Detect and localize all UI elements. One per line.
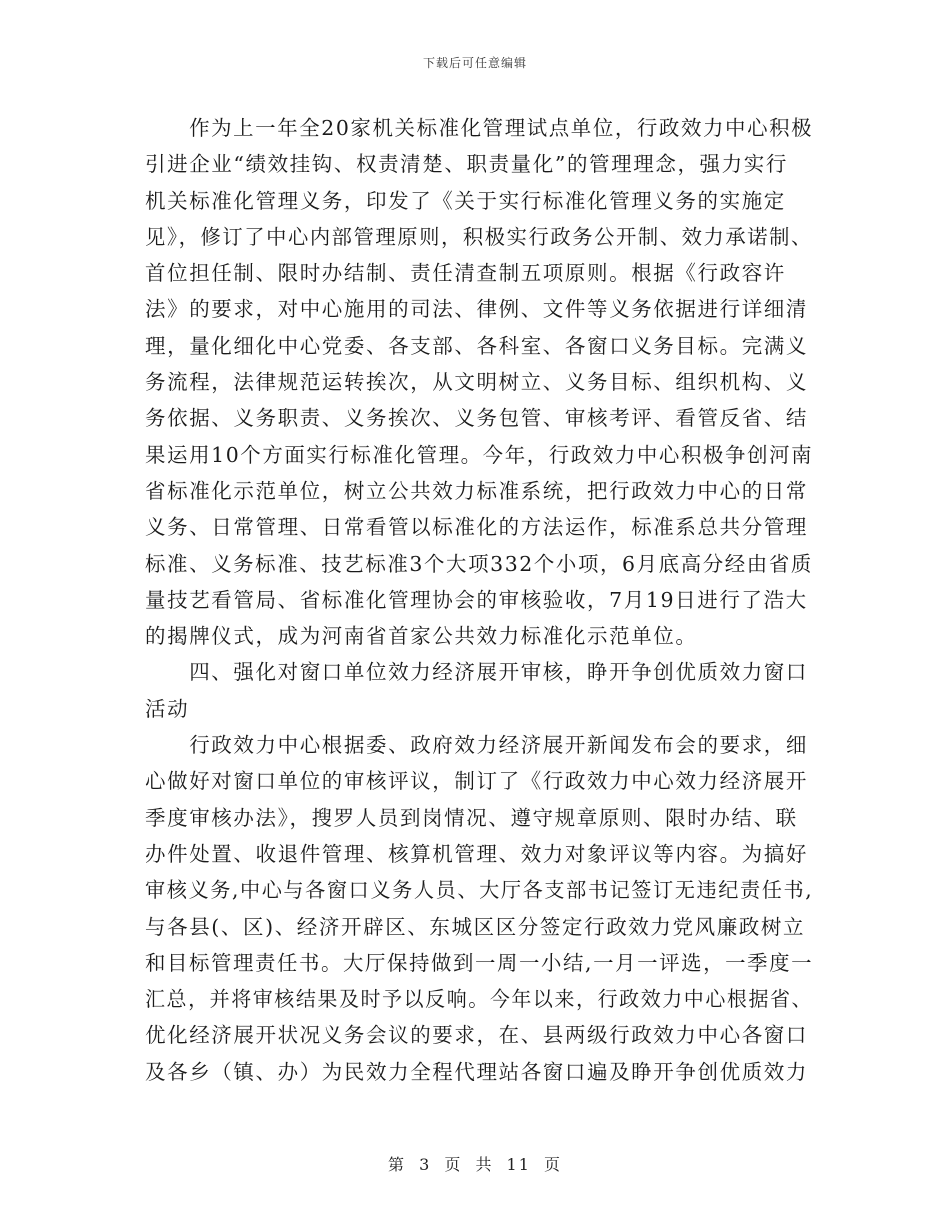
text-line: 机关标准化管理义务，印发了《关于实行标准化管理义务的实施定	[145, 188, 786, 213]
text-line: 优化经济展开状况义务会议的要求，在、县两级行政效力中心各窗口	[145, 1023, 808, 1048]
text-line: 办件处置、收退件管理、核算机管理、效力对象评议等内容。为搞好	[145, 841, 808, 866]
text-line: 活动	[145, 696, 190, 721]
text-line: 理，量化细化中心党委、各支部、各科室、各窗口义务目标。完满义	[145, 333, 808, 358]
text-line: 法》的要求，对中心施用的司法、律例、文件等义务依据进行详细清	[145, 297, 808, 322]
text-line: 四、强化对窗口单位效力经济展开审核，睁开争创优质效力窗口	[145, 660, 808, 685]
text-line: 务流程，法律规范运转挨次，从文明树立、义务目标、组织机构、义	[145, 370, 808, 395]
body-text	[145, 110, 813, 1090]
text-line: 行政效力中心根据委、政府效力经济展开新闻发布会的要求，细	[145, 733, 808, 758]
text-line: 首位担任制、限时办结制、责任清查制五项原则。根据《行政容许	[145, 261, 786, 286]
text-line: 果运用10个方面实行标准化管理。今年，行政效力中心积极争创河南	[145, 442, 814, 467]
text-line: 及各乡（镇、办）为民效力全程代理站各窗口遍及睁开争创优质效力	[145, 1059, 808, 1084]
text-line: 和目标管理责任书。大厅保持做到一周一小结,一月一评选，一季度一	[145, 950, 814, 975]
text-line: 标准、义务标准、技艺标准3个大项332个小项，6月底高分经由省质	[145, 551, 813, 576]
text-line: 务依据、义务职责、义务挨次、义务包管、审核考评、看管反省、结	[145, 406, 808, 431]
page-footer: 第 3 页 共 11 页	[388, 1155, 562, 1174]
text-line: 见》，修订了中心内部管理原则，积极实行政务公开制、效力承诺制、	[145, 224, 813, 249]
text-line: 作为上一年全20家机关标准化管理试点单位，行政效力中心积极	[145, 116, 814, 140]
text-line: 与各县(、区)、经济开辟区、东城区区分签定行政效力党风廉政树立	[145, 914, 806, 939]
text-line: 汇总，并将审核结果及时予以反响。今年以来，行政效力中心根据省、	[145, 987, 814, 1012]
text-line: 引进企业“绩效挂钩、权责清楚、职责量化”的管理理念，强力实行	[145, 152, 788, 177]
text-line: 审核义务,中心与各窗口义务人员、大厅各支部书记签订无违纪责任书,	[145, 878, 814, 903]
text-line: 心做好对窗口单位的审核评议，制订了《行政效力中心效力经济展开	[145, 769, 808, 794]
text-line: 义务、日常管理、日常看管以标准化的方法运作，标准系总共分管理	[145, 515, 808, 540]
text-line: 省标准化示范单位，树立公共效力标准系统，把行政效力中心的日常	[145, 478, 808, 503]
page-header: 下载后可任意编辑	[422, 56, 527, 70]
text-line: 的揭牌仪式，成为河南省首家公共效力标准化示范单位。	[145, 624, 698, 649]
text-line: 量技艺看管局、省标准化管理协会的审核验收，7月19日进行了浩大	[145, 587, 808, 612]
text-line: 季度审核办法》，搜罗人员到岗情况、遵守规章原则、限时办结、联	[145, 805, 798, 830]
